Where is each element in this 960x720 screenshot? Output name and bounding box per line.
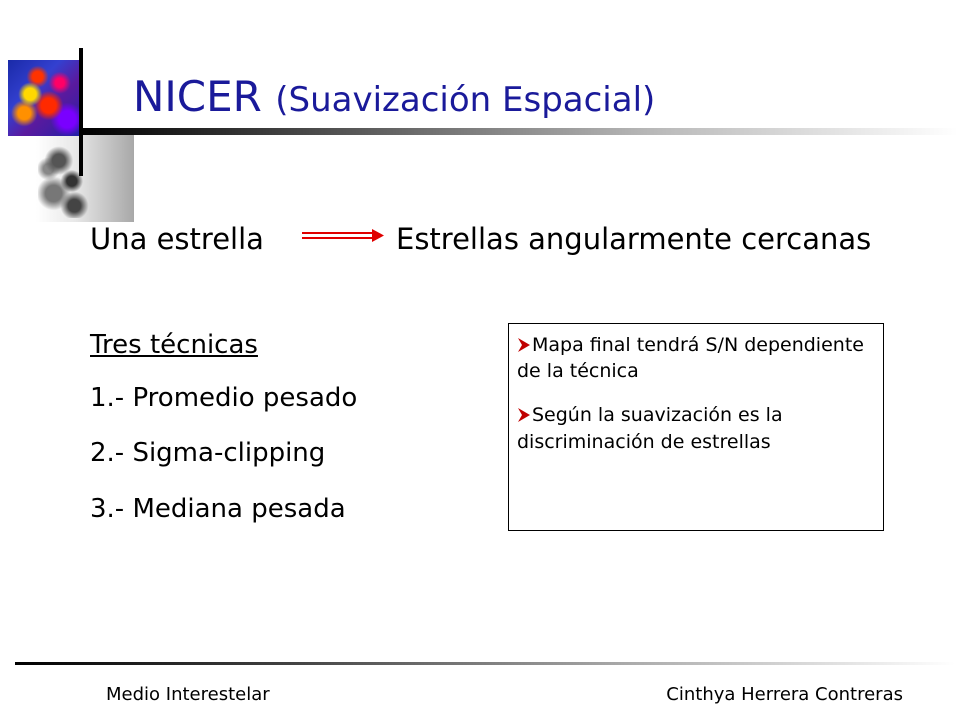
note-text: Mapa final tendrá S/N dependiente de la técnica	[517, 334, 864, 383]
header-logo-images	[0, 48, 140, 178]
relation-left-text: Una estrella	[90, 222, 264, 256]
header-horizontal-rule	[82, 128, 958, 135]
slide-title	[133, 74, 655, 120]
techniques-heading: Tres técnicas	[90, 330, 258, 360]
note-item	[517, 332, 875, 384]
footer-author: Cinthya Herrera Contreras	[666, 684, 903, 705]
notes-box	[508, 323, 884, 531]
technique-item: 3.- Mediana pesada	[90, 493, 346, 524]
red-arrow-icon	[300, 226, 386, 246]
false-color-map-image	[8, 60, 82, 136]
techniques-list	[90, 330, 357, 549]
note-item	[517, 402, 875, 454]
title-subtitle: (Suavización Espacial)	[275, 80, 656, 120]
title-main: NICER	[133, 72, 262, 121]
note-text: Según la suavización es la discriminación de estrellas	[517, 404, 783, 453]
relation-right-text: Estrellas angularmente cercanas	[396, 222, 872, 256]
technique-item: 2.- Sigma-clipping	[90, 438, 326, 469]
arrow-bullet-icon	[517, 407, 531, 423]
footer-course: Medio Interestelar	[106, 684, 270, 705]
footer-rule	[15, 662, 955, 665]
arrow-bullet-icon	[517, 337, 531, 353]
header-vertical-rule	[79, 48, 83, 176]
technique-item: 1.- Promedio pesado	[90, 383, 358, 414]
